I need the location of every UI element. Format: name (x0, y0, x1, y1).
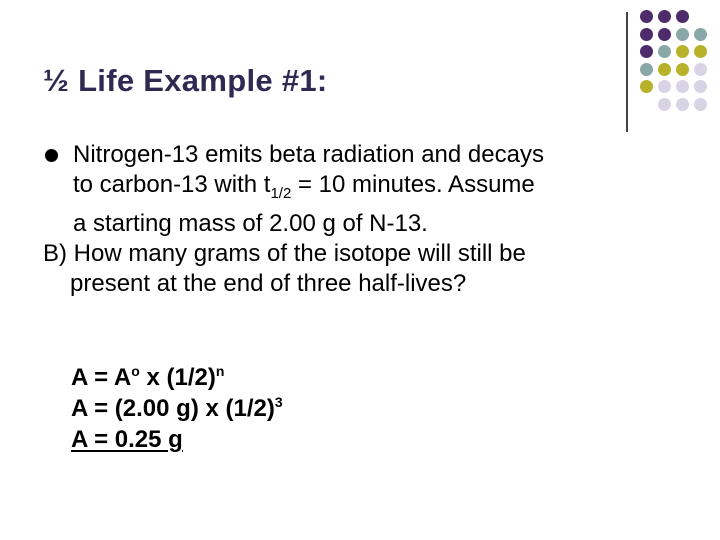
slide-title: ½ Life Example #1: (43, 63, 328, 98)
bullet-icon (45, 149, 58, 162)
formula-general (71, 362, 283, 393)
decorative-dot (694, 63, 707, 76)
answer-text: A = 0.25 g (71, 426, 183, 453)
bullet-line-3: a starting mass of 2.00 g of N-13. (73, 210, 428, 237)
decorative-dot (676, 10, 689, 23)
bullet-line-1: Nitrogen-13 emits beta radiation and decays (73, 141, 544, 168)
decorative-dot (658, 10, 671, 23)
formula-general-n-superscript: n (215, 363, 225, 379)
bullet-line-2-text: to carbon-13 with t (73, 171, 271, 198)
divider-line (626, 12, 628, 132)
decorative-dot (676, 80, 689, 93)
slide-body (43, 140, 683, 299)
decorative-dot (676, 45, 689, 58)
decorative-dot-grid (640, 10, 720, 120)
decorative-dot (658, 28, 671, 41)
bullet-line-2 (73, 170, 683, 209)
decorative-dot (640, 28, 653, 41)
decorative-dot (676, 28, 689, 41)
decorative-dot (694, 98, 707, 111)
decorative-dot (658, 63, 671, 76)
decorative-dot (694, 28, 707, 41)
decorative-dot (640, 63, 653, 76)
decorative-dot (694, 80, 707, 93)
bullet-paragraph (43, 140, 683, 239)
decorative-dot (640, 45, 653, 58)
formula-general-a: A = A (71, 364, 132, 391)
formula-block (71, 362, 283, 455)
formula-answer (71, 424, 283, 455)
formula-exponent: 3 (274, 394, 283, 410)
decorative-dot (676, 63, 689, 76)
formula-substituted-text: A = (2.00 g) x (1/2) (71, 395, 275, 422)
question-paragraph (43, 239, 683, 299)
decorative-dot (658, 80, 671, 93)
bullet-line-2-rest: = 10 minutes. Assume (291, 171, 535, 198)
formula-general-o-superscript: o (131, 363, 140, 379)
decorative-dot (694, 45, 707, 58)
decorative-dot (640, 80, 653, 93)
formula-general-b: x (1/2) (139, 364, 216, 391)
decorative-dot (658, 98, 671, 111)
half-life-subscript: 1/2 (270, 185, 292, 202)
question-line-2: present at the end of three half-lives? (70, 270, 467, 297)
formula-substituted (71, 393, 283, 424)
decorative-dot (676, 98, 689, 111)
question-line-1: B) How many grams of the isotope will still be (43, 240, 526, 267)
decorative-dot (640, 10, 653, 23)
decorative-dot (658, 45, 671, 58)
